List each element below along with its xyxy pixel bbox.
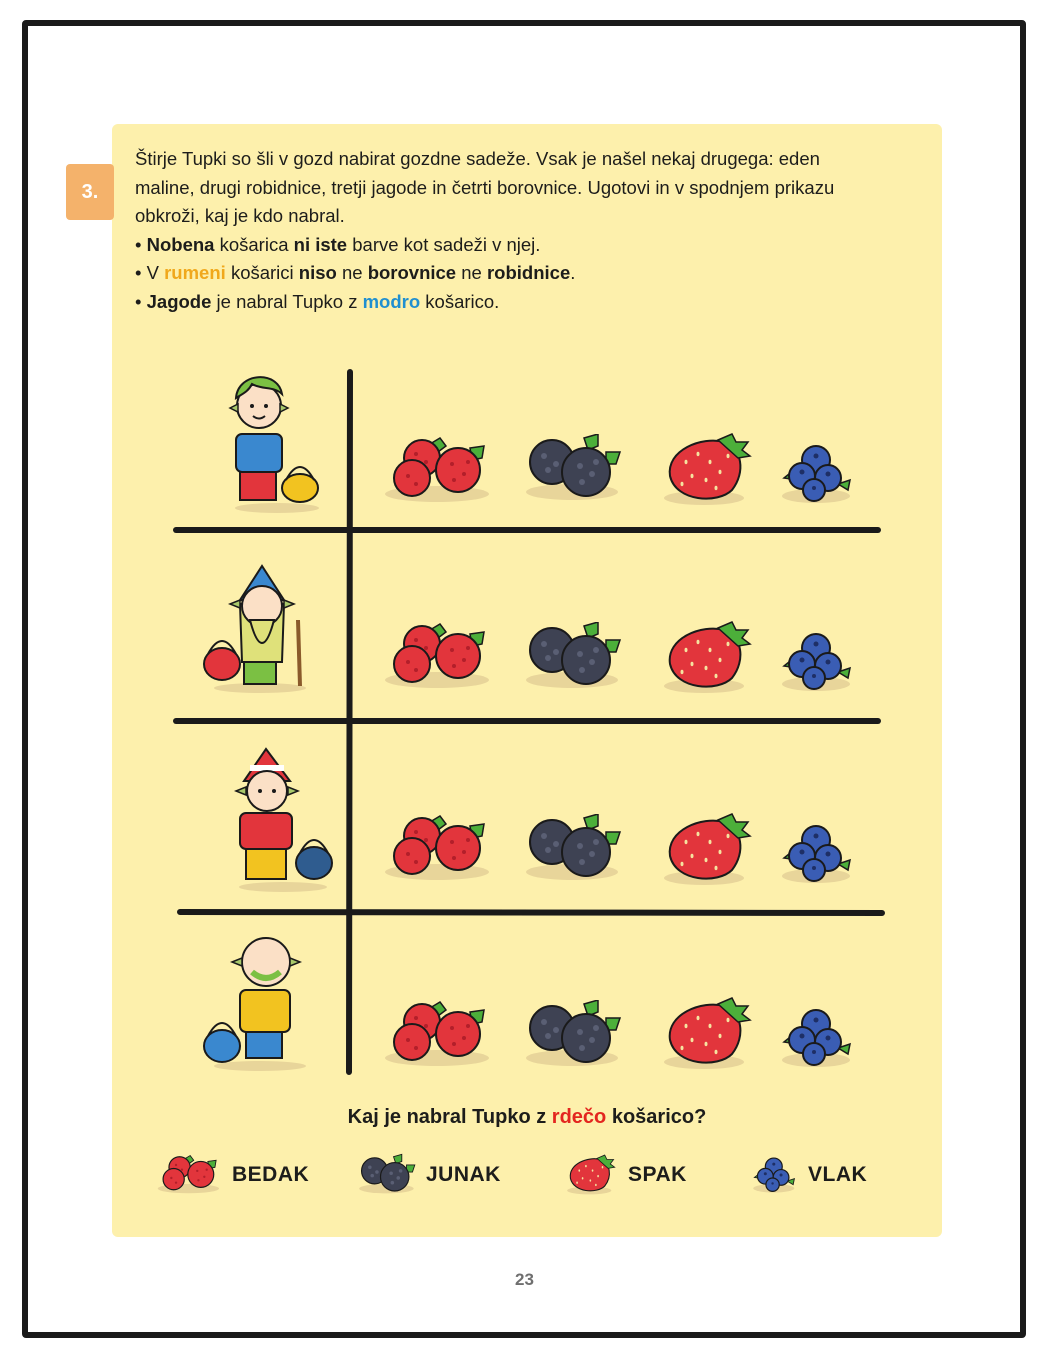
tupko-blue-hat-icon bbox=[200, 560, 310, 710]
answer-vlak[interactable]: VLAK bbox=[752, 1150, 867, 1200]
blackberry-icon[interactable] bbox=[524, 434, 622, 504]
strawberry-icon[interactable] bbox=[662, 996, 756, 1072]
blueberry-icon bbox=[752, 1155, 798, 1195]
strawberry-icon[interactable] bbox=[662, 812, 756, 888]
raspberry-icon[interactable] bbox=[382, 814, 494, 884]
task-number-badge: 3. bbox=[66, 164, 114, 220]
clue-2: • V rumeni košarici niso ne borovnice ne robidnice. bbox=[135, 262, 576, 283]
clue-1: • Nobena košarica ni iste barve kot sadeži v njej. bbox=[135, 233, 541, 255]
raspberry-icon[interactable] bbox=[382, 1000, 494, 1070]
tupko-bald-icon bbox=[200, 932, 310, 1082]
blackberry-icon[interactable] bbox=[524, 622, 622, 692]
raspberry-icon[interactable] bbox=[382, 436, 494, 506]
answer-spak[interactable]: SPAK bbox=[566, 1150, 687, 1200]
strawberry-icon[interactable] bbox=[662, 620, 756, 696]
blackberry-icon bbox=[358, 1153, 416, 1197]
instructions bbox=[135, 145, 925, 316]
answer-options bbox=[0, 1150, 1049, 1200]
blackberry-icon[interactable] bbox=[524, 814, 622, 884]
answer-bedak[interactable]: BEDAK bbox=[156, 1150, 309, 1200]
tupko-red-hat-icon bbox=[228, 745, 338, 895]
instruction-line: obkroži, kaj je kdo nabral. bbox=[135, 205, 345, 226]
instruction-line: maline, drugi robidnice, tretji jagode in četrti borovnice. Ugotovi in v spodnjem prikazu bbox=[135, 176, 835, 198]
raspberry-icon bbox=[156, 1153, 222, 1197]
answer-junak[interactable]: JUNAK bbox=[358, 1150, 501, 1200]
blueberry-icon[interactable] bbox=[780, 630, 856, 694]
raspberry-icon[interactable] bbox=[382, 622, 494, 692]
strawberry-icon bbox=[566, 1153, 618, 1197]
blueberry-icon[interactable] bbox=[780, 1006, 856, 1070]
blueberry-icon[interactable] bbox=[780, 822, 856, 886]
tupko-green-hair-icon bbox=[222, 368, 332, 518]
blueberry-icon[interactable] bbox=[780, 442, 856, 506]
strawberry-icon[interactable] bbox=[662, 432, 756, 508]
question: Kaj je nabral Tupko z rdečo košarico? bbox=[347, 1106, 707, 1128]
blackberry-icon[interactable] bbox=[524, 1000, 622, 1070]
page-number: 23 bbox=[515, 1270, 534, 1289]
clue-3: • Jagode je nabral Tupko z modro košarico. bbox=[135, 290, 500, 312]
instruction-line: Štirje Tupki so šli v gozd nabirat gozdne sadeže. Vsak je našel nekaj drugega: eden bbox=[135, 148, 820, 169]
